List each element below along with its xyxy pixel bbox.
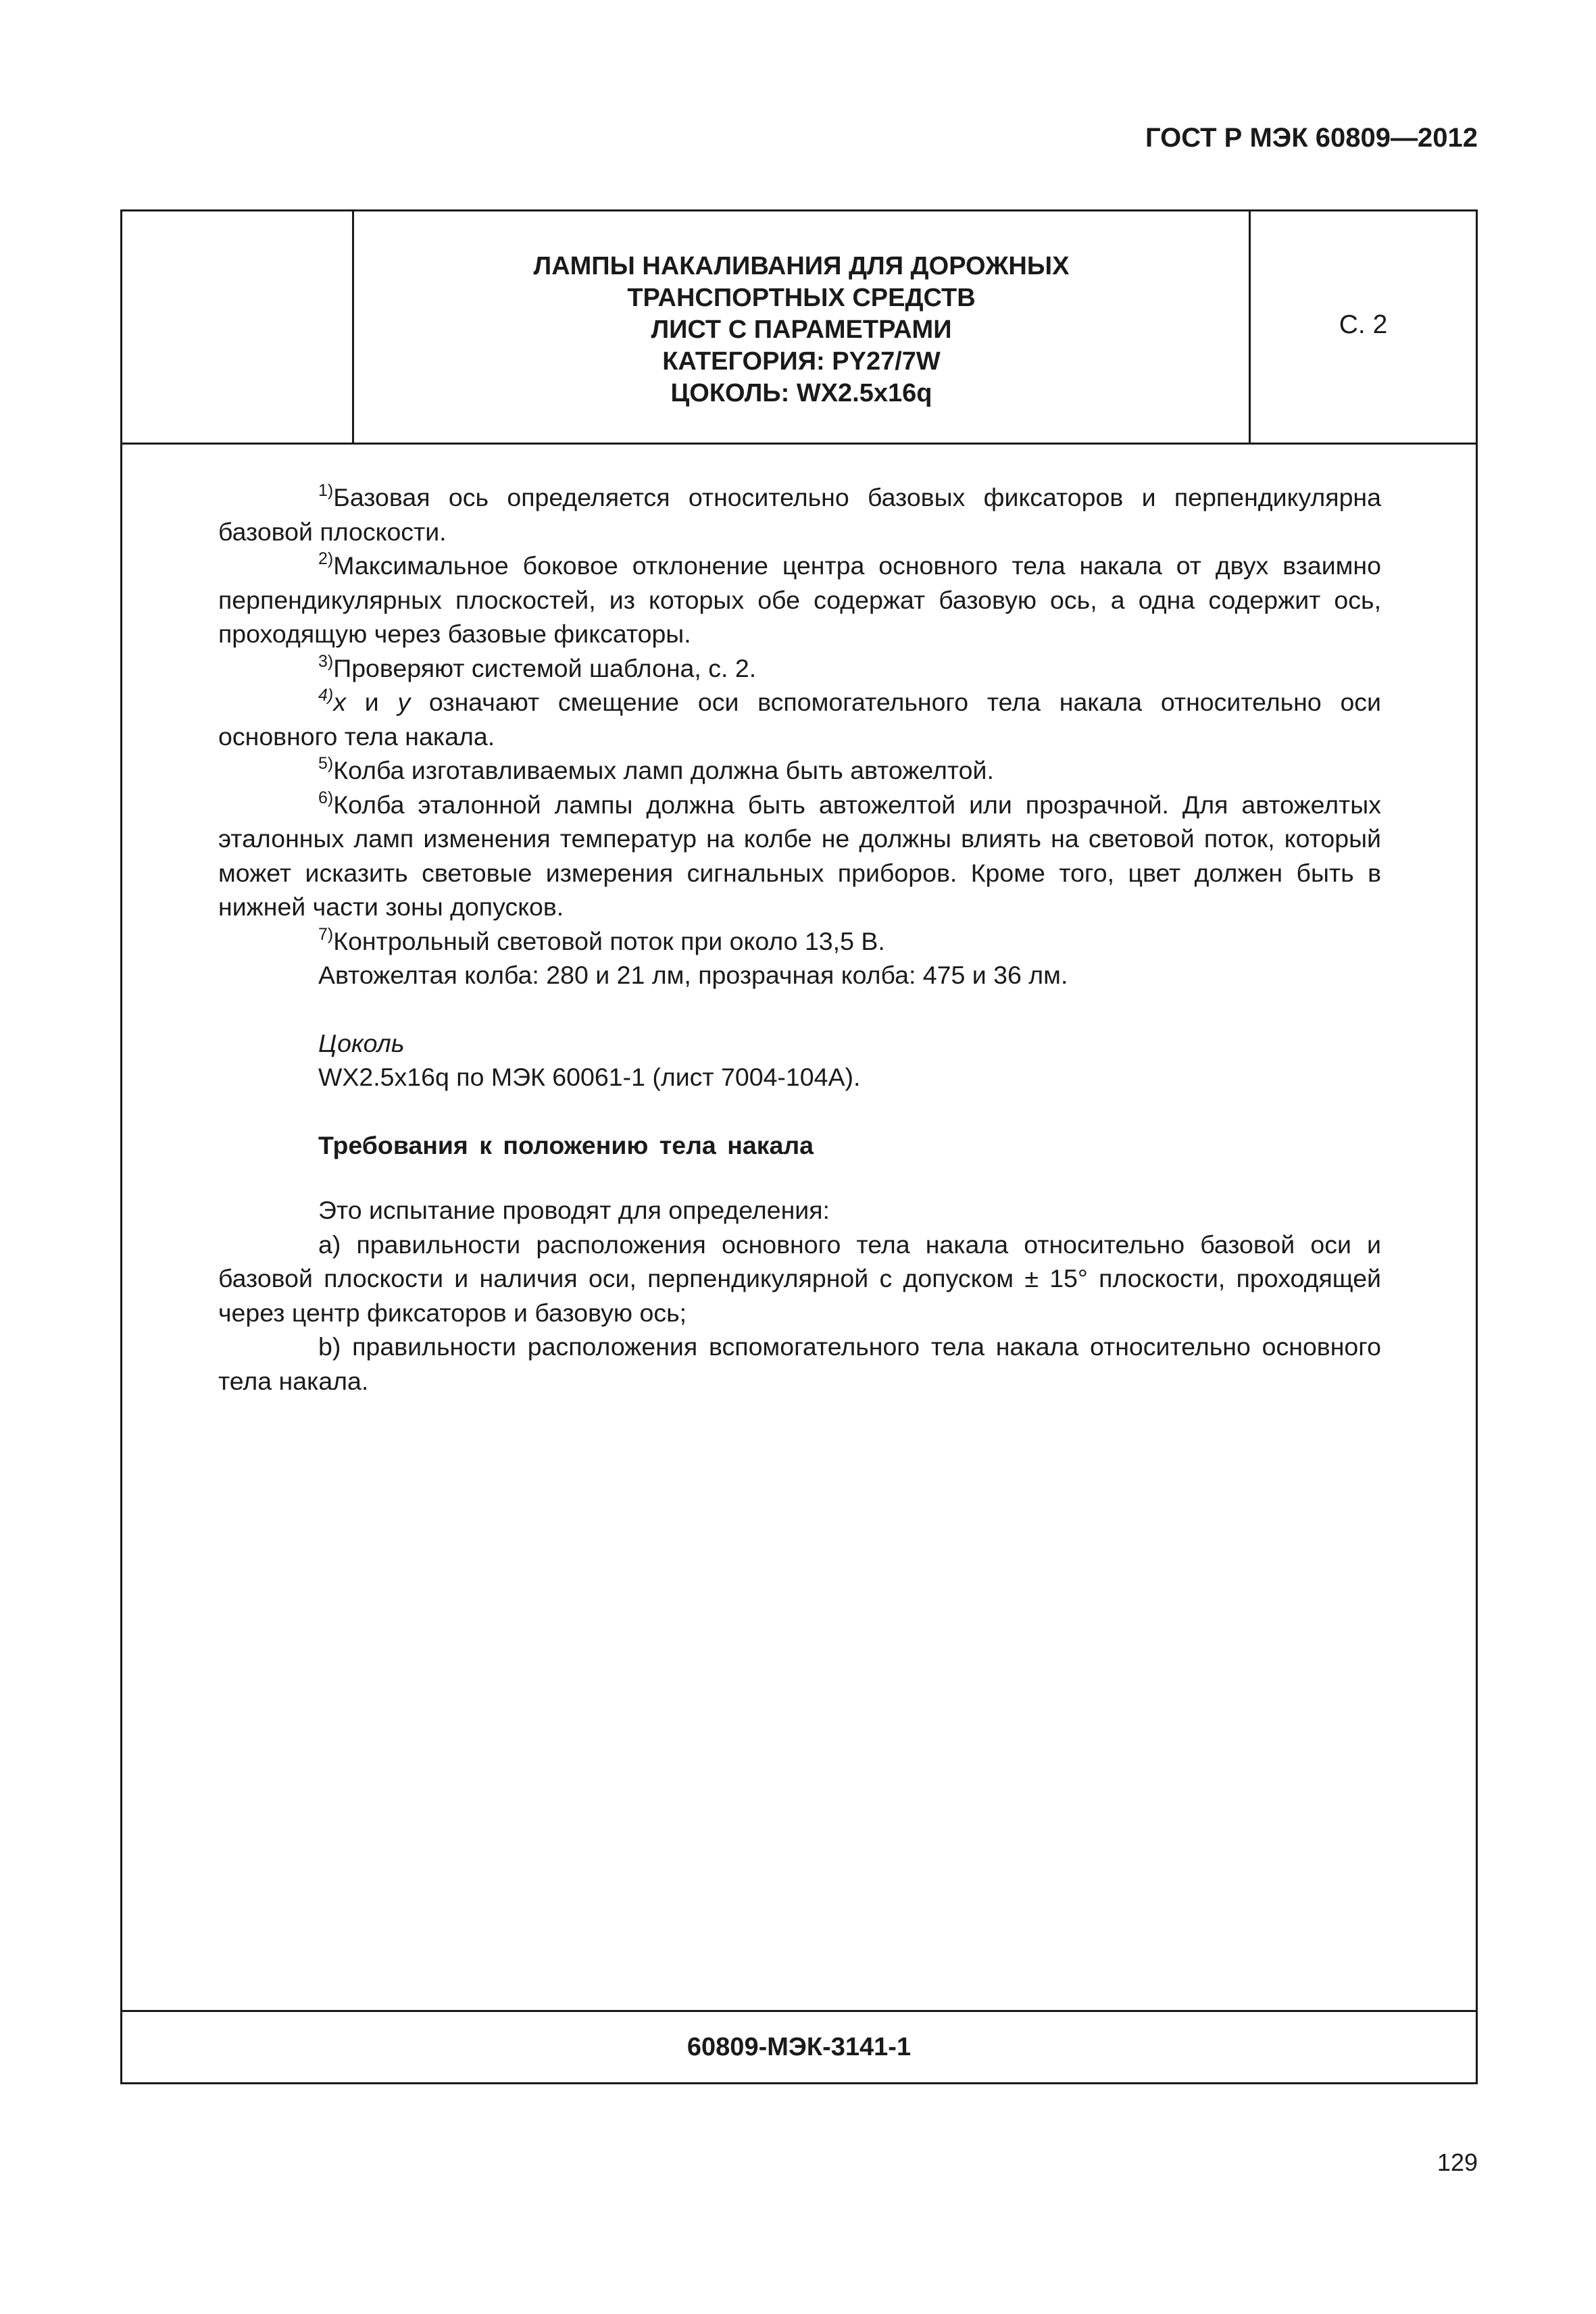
requirement-a: а) правильности расположения основного тела накала относительно базовой оси и базовой плоскости и наличия оси, перпендикулярной с допуском ± 15° плоскости, проходящей через центр фиксаторов и базовую ось;	[218, 1230, 1381, 1327]
title-line-2: ТРАНСПОРТНЫХ СРЕДСТВ	[627, 283, 976, 312]
footnote-text: Колба эталонной лампы должна быть автожелтой или прозрачной. Для автожелтых эталонных ламп изменения температур на колбе не должны влиять на световой поток, который может исказить световые измерения сигнальных приборов. Кроме того, цвет должен быть в нижней части зоны допусков.	[218, 790, 1381, 921]
cap-label: Цоколь	[318, 1028, 405, 1057]
title-line-1: ЛАМПЫ НАКАЛИВАНИЯ ДЛЯ ДОРОЖНЫХ	[533, 251, 1070, 280]
document-body	[218, 480, 1381, 1398]
footnote-text: Контрольный световой поток при около 13,5 В.	[333, 926, 885, 955]
title-line-4: КАТЕГОРИЯ: PY27/7W	[662, 347, 941, 376]
standard-designation: ГОСТ Р МЭК 60809—2012	[1145, 123, 1478, 153]
footnote-marker: 4)	[318, 686, 334, 705]
page-number: 129	[1437, 2148, 1478, 2176]
footnote-text: Базовая ось определяется относительно базовых фиксаторов и перпендикулярна базовой плоскости.	[218, 483, 1381, 546]
title-block-sheet-cell	[1251, 211, 1476, 443]
footnote-3	[218, 651, 1381, 686]
cap-reference: WX2.5x16q по МЭК 60061-1 (лист 7004-104A).	[318, 1063, 861, 1091]
footnote-marker: 3)	[318, 651, 334, 671]
title-line-3: ЛИСТ С ПАРАМЕТРАМИ	[651, 315, 952, 344]
document-frame	[120, 209, 1478, 2084]
footnote-marker: 2)	[318, 549, 334, 568]
variable-x: x	[333, 688, 346, 716]
footnote-6	[218, 788, 1381, 924]
footnote-marker: 7)	[318, 924, 334, 944]
footnote-7-values: Автожелтая колба: 280 и 21 лм, прозрачная колба: 475 и 36 лм.	[318, 961, 1068, 989]
requirement-b: b) правильности расположения вспомогательного тела накала относительно основного тела накала.	[218, 1332, 1381, 1395]
sheet-number: С. 2	[1339, 310, 1388, 339]
footnote-text: означают смещение оси вспомогательного тела накала относительно оси основного тела накала.	[218, 688, 1381, 751]
variable-y: y	[397, 688, 411, 716]
footer-code: 60809-МЭК-3141-1	[122, 2010, 1476, 2082]
title-block-title	[354, 211, 1251, 443]
footnote-text: Максимальное боковое отклонение центра основного тела накала от двух взаимно перпендикулярных плоскостей, из которых обе содержат базовую ось, а одна содержит ось, проходящую через базовые фиксаторы.	[218, 551, 1381, 648]
footnote-marker: 6)	[318, 788, 334, 807]
footnote-text: Проверяют системой шаблона, с. 2.	[333, 653, 757, 682]
footnote-marker: 1)	[318, 481, 334, 500]
footnote-text: Колба изготавливаемых ламп должна быть автожелтой.	[333, 756, 994, 784]
footnote-5	[218, 753, 1381, 788]
footnote-1	[218, 480, 1381, 549]
footnote-4	[218, 685, 1381, 753]
footnote-text: и	[345, 688, 398, 716]
title-line-5: ЦОКОЛЬ: WX2.5x16q	[670, 378, 932, 407]
section-heading: Требования к положению тела накала	[318, 1130, 814, 1159]
requirements-intro: Это испытание проводят для определения:	[318, 1196, 830, 1224]
title-block-left-cell	[122, 211, 354, 443]
title-block	[122, 211, 1476, 445]
footnote-marker: 5)	[318, 754, 334, 773]
footnote-2	[218, 549, 1381, 651]
footnote-7	[218, 924, 1381, 959]
